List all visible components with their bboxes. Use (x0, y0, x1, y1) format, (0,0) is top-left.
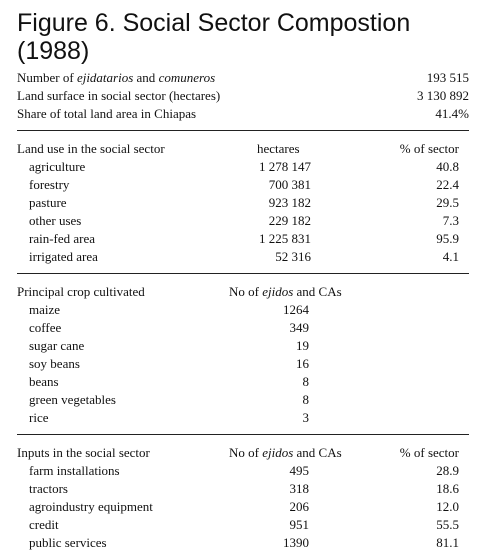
inputs-header (17, 444, 469, 462)
summary-row-ejidatarios (17, 69, 469, 87)
col-header-post: and CAs (293, 445, 342, 460)
row-count: 495 (289, 463, 309, 478)
row-hectares: 52 316 (275, 249, 311, 264)
row-count: 19 (296, 338, 309, 353)
section-divider (17, 123, 469, 140)
summary-row-share (17, 105, 469, 123)
figure-title: Figure 6. Social Sector Compostion (1988) (17, 9, 411, 65)
table-row (17, 534, 469, 552)
crops-heading: Principal crop cultivated (17, 284, 145, 299)
inputs-heading: Inputs in the social sector (17, 445, 150, 460)
summary-label (17, 69, 215, 87)
row-label: sugar cane (29, 338, 85, 353)
col-header-count (229, 283, 342, 301)
table-row (17, 212, 469, 230)
table-row (17, 373, 469, 391)
table-row (17, 176, 469, 194)
row-hectares: 1 278 147 (259, 159, 311, 174)
section-divider (17, 427, 469, 444)
row-label: other uses (29, 213, 82, 228)
row-pct: 40.8 (436, 159, 459, 174)
row-label: farm installations (29, 463, 120, 478)
table-row (17, 194, 469, 212)
table-row (17, 355, 469, 373)
summary-label-italic-2: comuneros (158, 70, 216, 85)
row-label: credit (29, 517, 59, 532)
row-pct: 7.3 (442, 213, 459, 228)
row-count: 349 (289, 320, 309, 335)
summary-label: Share of total land area in Chiapas (17, 106, 197, 121)
table-row (17, 319, 469, 337)
row-hectares: 923 182 (268, 195, 311, 210)
row-label: agriculture (29, 159, 86, 174)
row-label: rain-fed area (29, 231, 96, 246)
row-count: 16 (296, 356, 309, 371)
summary-label-mid: and (133, 70, 159, 85)
summary-value: 193 515 (426, 70, 469, 85)
row-label: tractors (29, 481, 68, 496)
summary-label: Land surface in social sector (hectares) (17, 88, 221, 103)
row-pct: 28.9 (436, 463, 459, 478)
row-count: 3 (302, 410, 309, 425)
row-count: 8 (302, 374, 309, 389)
table-row (17, 248, 469, 266)
col-header-pct: % of sector (399, 445, 459, 460)
col-header-pct: % of sector (399, 141, 459, 156)
row-count: 8 (302, 392, 309, 407)
row-label: coffee (29, 320, 62, 335)
row-count: 1390 (283, 535, 309, 550)
land-use-header (17, 140, 469, 158)
summary-label-pre: Number of (17, 70, 77, 85)
crops-header (17, 283, 469, 301)
row-hectares: 700 381 (268, 177, 311, 192)
col-header-hectares: hectares (257, 141, 300, 156)
table-row (17, 391, 469, 409)
summary-row-land-surface (17, 87, 469, 105)
summary-value: 3 130 892 (417, 88, 469, 103)
row-pct: 18.6 (436, 481, 459, 496)
table-row (17, 230, 469, 248)
col-header-italic: ejidos (262, 284, 294, 299)
divider-line (17, 273, 469, 274)
row-count: 951 (289, 517, 309, 532)
row-count: 318 (289, 481, 309, 496)
col-header-pre: No of (229, 284, 263, 299)
row-hectares: 1 225 831 (259, 231, 311, 246)
col-header-count (229, 444, 342, 462)
row-pct: 29.5 (436, 195, 459, 210)
row-pct: 12.0 (436, 499, 459, 514)
col-header-italic: ejidos (262, 445, 294, 460)
social-sector-table (17, 69, 469, 552)
row-label: soy beans (29, 356, 80, 371)
table-row (17, 158, 469, 176)
row-label: agroindustry equipment (29, 499, 153, 514)
row-pct: 81.1 (436, 535, 459, 550)
summary-value: 41.4% (435, 106, 469, 121)
row-label: pasture (29, 195, 67, 210)
row-pct: 4.1 (442, 249, 459, 264)
table-row (17, 409, 469, 427)
row-label: public services (29, 535, 107, 550)
row-label: maize (29, 302, 61, 317)
land-use-heading: Land use in the social sector (17, 141, 165, 156)
row-pct: 55.5 (436, 517, 459, 532)
row-pct: 95.9 (436, 231, 459, 246)
summary-label-italic-1: ejidatarios (76, 70, 134, 85)
table-row (17, 462, 469, 480)
row-count: 1264 (283, 302, 309, 317)
table-row (17, 337, 469, 355)
row-hectares: 229 182 (268, 213, 311, 228)
divider-line (17, 434, 469, 435)
divider-line (17, 130, 469, 131)
row-pct: 22.4 (436, 177, 459, 192)
table-row (17, 498, 469, 516)
row-label: rice (29, 410, 49, 425)
row-label: green vegetables (29, 392, 116, 407)
section-divider (17, 266, 469, 283)
row-label: irrigated area (29, 249, 98, 264)
table-row (17, 301, 469, 319)
col-header-pre: No of (229, 445, 263, 460)
row-label: beans (29, 374, 59, 389)
row-count: 206 (289, 499, 309, 514)
row-label: forestry (29, 177, 70, 192)
col-header-post: and CAs (293, 284, 342, 299)
table-row (17, 480, 469, 498)
table-row (17, 516, 469, 534)
